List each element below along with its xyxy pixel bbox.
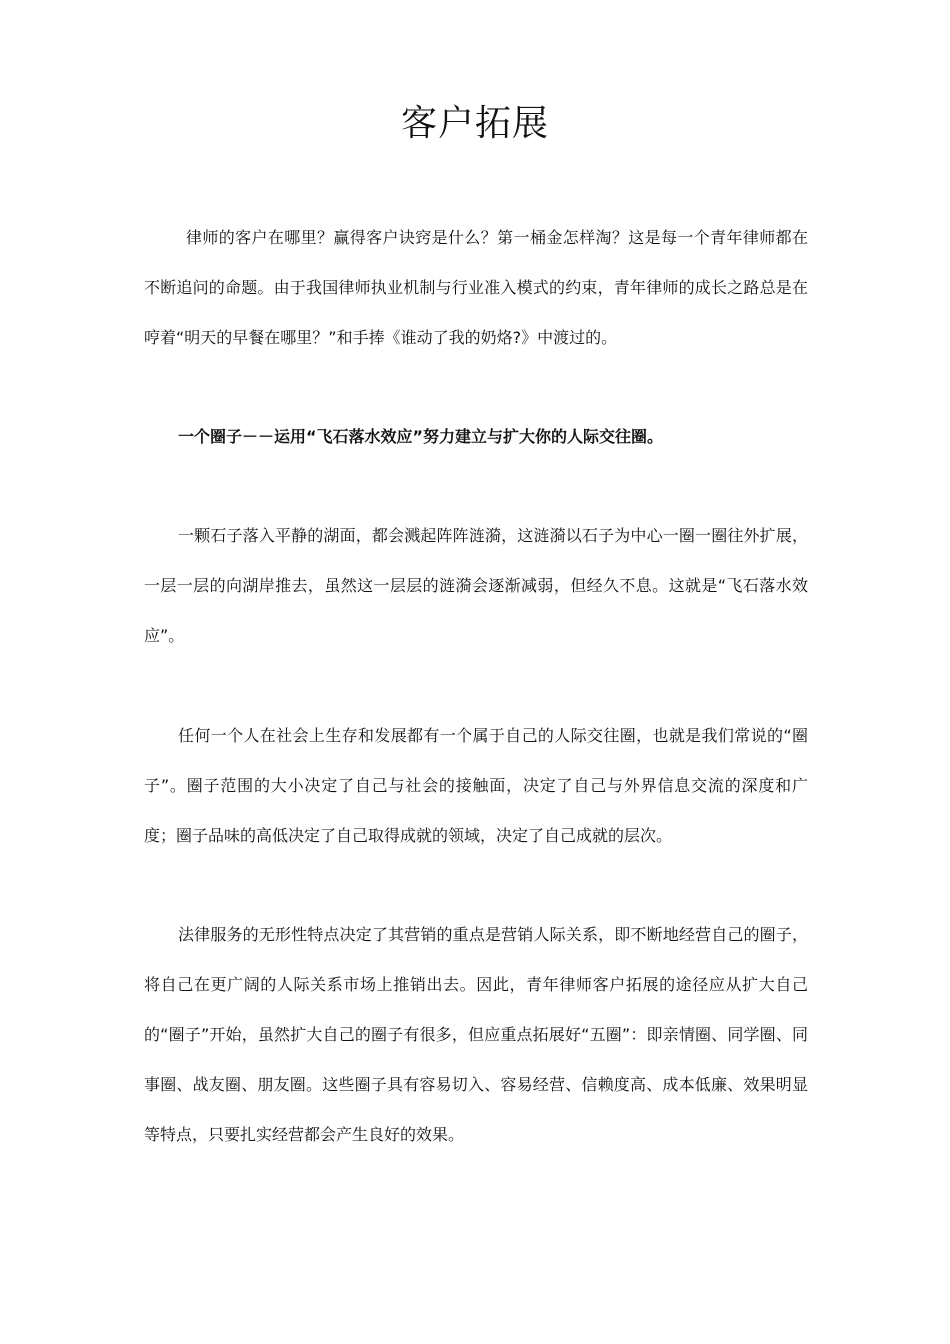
marketing-paragraph: 法律服务的无形性特点决定了其营销的重点是营销人际关系，即不断地经营自己的圈子，将自己在更广阔的人际关系市场上推销出去。因此，青年律师客户拓展的途径应从扩大自己的“圈子”开始，虽然扩大自己的圈子有很多，但应重点拓展好“五圈”：即亲情圈、同学圈、同事圈、战友圈、朋友圈。这些圈子具有容易切入、容易经营、信赖度高、成本低廉、效果明显等特点，只要扎实经营都会产生良好的效果。	[144, 925, 808, 1144]
intro-paragraph: 律师的客户在哪里？赢得客户诀窍是什么？第一桶金怎样淘？这是每一个青年律师都在不断追问的命题。由于我国律师执业机制与行业准入模式的约束，青年律师的成长之路总是在哼着“明天的早餐在哪里？”和手捧《谁动了我的奶烙?》中渡过的。	[144, 228, 808, 347]
ripple-effect-paragraph: 一颗石子落入平静的湖面，都会溅起阵阵涟漪，这涟漪以石子为中心一圈一圈往外扩展，一层一层的向湖岸推去，虽然这一层层的涟漪会逐渐减弱，但经久不息。这就是“飞石落水效应”。	[144, 526, 808, 645]
document-title: 客户拓展	[400, 103, 549, 144]
social-circle-paragraph: 任何一个人在社会上生存和发展都有一个属于自己的人际交往圈，也就是我们常说的“圈子”。圈子范围的大小决定了自己与社会的接触面，决定了自己与外界信息交流的深度和广度；圈子品味的高低决定了自己取得成就的领域，决定了自己成就的层次。	[144, 726, 808, 845]
section-heading: 一个圈子－－运用“飞石落水效应”努力建立与扩大你的人际交往圈。	[178, 427, 664, 446]
